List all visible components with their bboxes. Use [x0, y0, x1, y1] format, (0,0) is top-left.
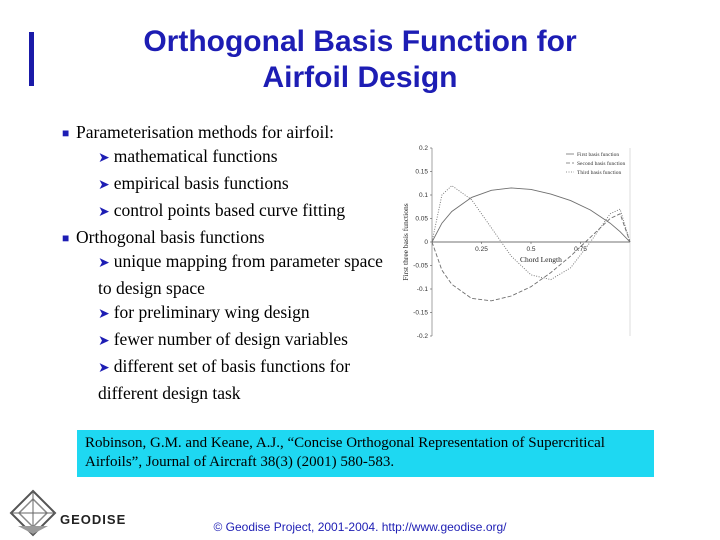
sub-bullet-text: fewer number of design variables [113, 329, 348, 349]
sub-bullet-text: control points based curve fitting [113, 200, 346, 220]
sub-bullet-text: empirical basis functions [113, 173, 289, 193]
geodise-logo-text: GEODISE [60, 512, 127, 527]
y-tick-label: -0.1 [416, 286, 428, 293]
x-tick-label: 0.25 [475, 246, 488, 253]
sub-bullet-item [62, 300, 392, 327]
arrow-bullet-icon: ➤ [98, 256, 110, 271]
y-tick-label: 0.1 [418, 192, 428, 199]
reference-box: Robinson, G.M. and Keane, A.J., “Concise Orthogonal Representation of Supercritical Airfoils”, Journal of Aircraft 38(3) (2001) 580-583. [77, 430, 654, 477]
y-tick-label: 0.05 [415, 215, 428, 223]
sub-bullet-item [62, 144, 392, 171]
y-tick-label: 0 [424, 239, 428, 246]
arrow-bullet-icon: ➤ [98, 361, 110, 376]
bullet-text: Orthogonal basis functions [76, 227, 265, 247]
sub-bullet-item [62, 171, 392, 198]
legend-label: Second basis function [577, 161, 626, 167]
basis-function-chart [394, 140, 644, 345]
arrow-bullet-icon: ➤ [98, 205, 110, 220]
y-tick-label: -0.2 [416, 333, 428, 340]
arrow-bullet-icon: ➤ [98, 151, 110, 166]
legend-label: First basis function [577, 152, 620, 158]
arrow-bullet-icon: ➤ [98, 307, 110, 322]
title-line-2: Airfoil Design [262, 61, 458, 94]
series-line [432, 188, 630, 242]
legend-label: Third basis function [577, 170, 622, 176]
arrow-bullet-icon: ➤ [98, 178, 110, 193]
square-bullet-icon: ■ [62, 126, 70, 140]
sub-bullet-text: mathematical functions [113, 146, 278, 166]
y-tick-label: 0.15 [415, 168, 428, 176]
x-tick-label: 0.5 [526, 246, 536, 253]
y-tick-label: 0.2 [418, 145, 428, 152]
bullet-list [62, 120, 392, 405]
y-tick-label: -0.15 [413, 309, 428, 317]
bullet-text: Parameterisation methods for airfoil: [76, 122, 335, 142]
sub-bullet-text: different set of basis functions for different design task [98, 356, 351, 403]
sub-bullet-item [62, 198, 392, 225]
sub-bullet-item [62, 354, 392, 405]
x-tick-label: 0.75 [574, 246, 587, 253]
sub-bullet-item [62, 249, 392, 300]
y-tick-label: -0.05 [413, 262, 428, 270]
title-line-1: Orthogonal Basis Function for [143, 25, 577, 58]
sub-bullet-item [62, 327, 392, 354]
y-axis-label: First three basis functions [401, 203, 410, 281]
footer-text: © Geodise Project, 2001-2004. http://www.geodise.org/ [213, 520, 507, 534]
square-bullet-icon: ■ [62, 231, 70, 245]
series-line [432, 186, 630, 280]
x-axis-label: Chord Length [519, 255, 562, 264]
bullet-item [62, 120, 392, 144]
slide-title [60, 24, 660, 96]
bullet-item [62, 225, 392, 249]
sub-bullet-text: for preliminary wing design [113, 302, 310, 322]
arrow-bullet-icon: ➤ [98, 334, 110, 349]
sub-bullet-text: unique mapping from parameter space to design space [98, 251, 383, 298]
title-accent-bar [29, 32, 34, 86]
